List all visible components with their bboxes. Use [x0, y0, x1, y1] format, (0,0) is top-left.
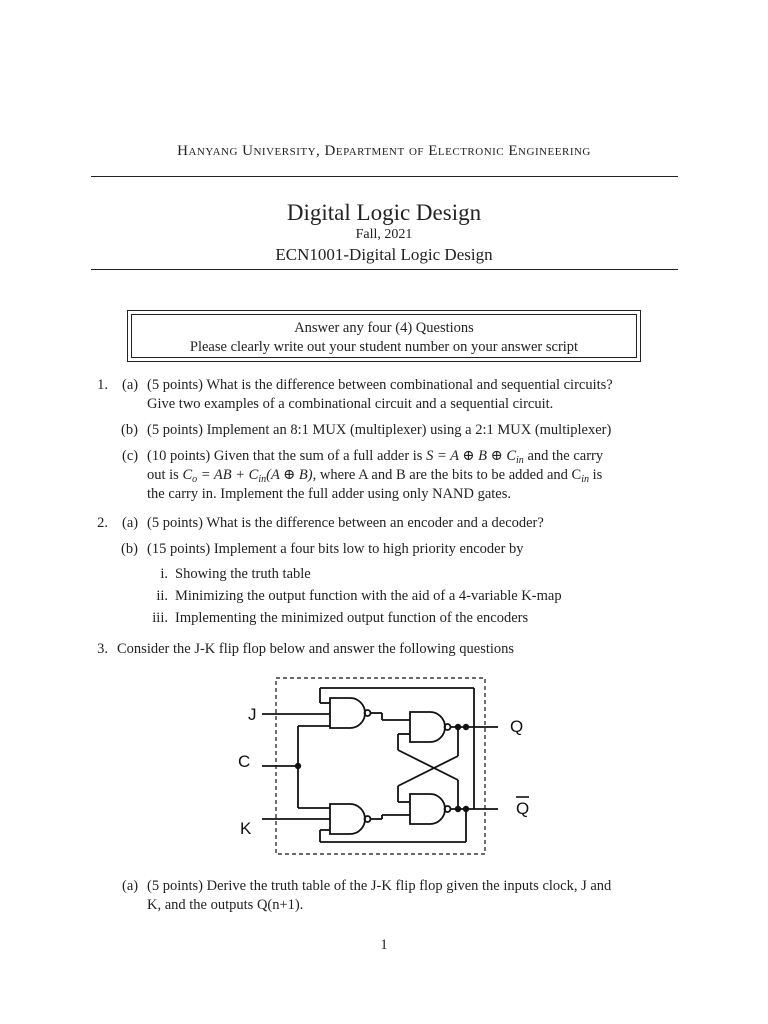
- junction-dot: [463, 724, 469, 730]
- instructions-line-2: Please clearly write out your student number on your answer script: [189, 339, 579, 355]
- label-qbar: Q: [516, 799, 530, 818]
- q2a-line-1: (5 points) What is the difference between an encoder and a decoder?: [147, 515, 544, 531]
- part-label: (a): [122, 878, 139, 894]
- nand-gate-latch-top: [410, 712, 445, 742]
- header-rule: [91, 176, 678, 177]
- junction-dot: [455, 806, 461, 812]
- question-number: 3.: [97, 641, 108, 657]
- page-number: 1: [380, 937, 388, 953]
- question-3: [0, 638, 768, 660]
- list-item-label: i.: [160, 566, 168, 582]
- nand-gate-latch-bottom: [410, 794, 445, 824]
- label-q: Q: [510, 717, 524, 736]
- list-item-label: iii.: [152, 610, 168, 626]
- junction-dot: [455, 724, 461, 730]
- instructions-box: [127, 310, 641, 362]
- q1b-line-1: (5 points) Implement an 8:1 MUX (multiplexer) using a 2:1 MUX (multiplexer): [147, 422, 612, 438]
- q1a-line-1: (5 points) What is the difference between combinational and sequential circuits?: [147, 377, 613, 393]
- label-k: K: [240, 819, 252, 838]
- part-label: (a): [122, 515, 139, 531]
- question-2: [0, 512, 768, 632]
- institution-header: Hanyang University, Department of Electronic Engineering: [177, 143, 591, 159]
- part-label: (a): [122, 377, 139, 393]
- question-3a: [0, 875, 768, 919]
- question-number: 1.: [97, 377, 108, 393]
- question-1: [0, 374, 768, 504]
- document-term: Fall, 2021: [355, 227, 413, 242]
- q1c-line-1: (10 points) Given that the sum of a full adder is S = A ⊕ B ⊕ $C_{in}$ and the carry: [147, 448, 604, 466]
- nand-bubble: [445, 724, 451, 730]
- label-c: C: [238, 752, 251, 771]
- course-title: ECN1001-Digital Logic Design: [275, 245, 493, 264]
- q1a-line-2: Give two examples of a combinational circuit and a sequential circuit.: [147, 396, 554, 412]
- document-title: Digital Logic Design: [286, 200, 482, 225]
- nand-gate-k: [330, 804, 365, 834]
- q1c-line-3: the carry in. Implement the full adder using only NAND gates.: [147, 486, 512, 502]
- q2b-line-1: (15 points) Implement a four bits low to high priority encoder by: [147, 541, 524, 557]
- list-item: Showing the truth table: [175, 566, 311, 582]
- list-item: Minimizing the output function with the aid of a 4-variable K-map: [175, 588, 562, 604]
- instructions-line-1: Answer any four (4) Questions: [294, 320, 474, 336]
- nand-gate-j: [330, 698, 365, 728]
- junction-dot: [463, 806, 469, 812]
- list-item-label: ii.: [156, 588, 168, 604]
- nand-bubble: [365, 710, 371, 716]
- question-number: 2.: [97, 515, 108, 531]
- flip-flop-boundary: [276, 678, 485, 854]
- title-rule: [91, 269, 678, 270]
- part-label: (b): [121, 422, 138, 438]
- q3a-line-2: K, and the outputs Q(n+1).: [147, 897, 304, 913]
- jk-flip-flop-diagram: [230, 670, 540, 860]
- junction-dot: [295, 763, 301, 769]
- part-label: (b): [121, 541, 138, 557]
- q3a-line-1: (5 points) Derive the truth table of the J-K flip flop given the inputs clock, J and: [147, 878, 612, 894]
- part-label: (c): [122, 448, 139, 464]
- list-item: Implementing the minimized output function of the encoders: [175, 610, 529, 626]
- nand-bubble: [445, 806, 451, 812]
- label-j: J: [248, 705, 257, 724]
- nand-bubble: [365, 816, 371, 822]
- q3-intro: Consider the J-K flip flop below and answer the following questions: [117, 641, 515, 657]
- q1c-line-2: out is $C_o$ = AB + $C_{in}(A$ ⊕ B), where A and B are the bits to be added and $C_{in}$ is: [147, 467, 603, 485]
